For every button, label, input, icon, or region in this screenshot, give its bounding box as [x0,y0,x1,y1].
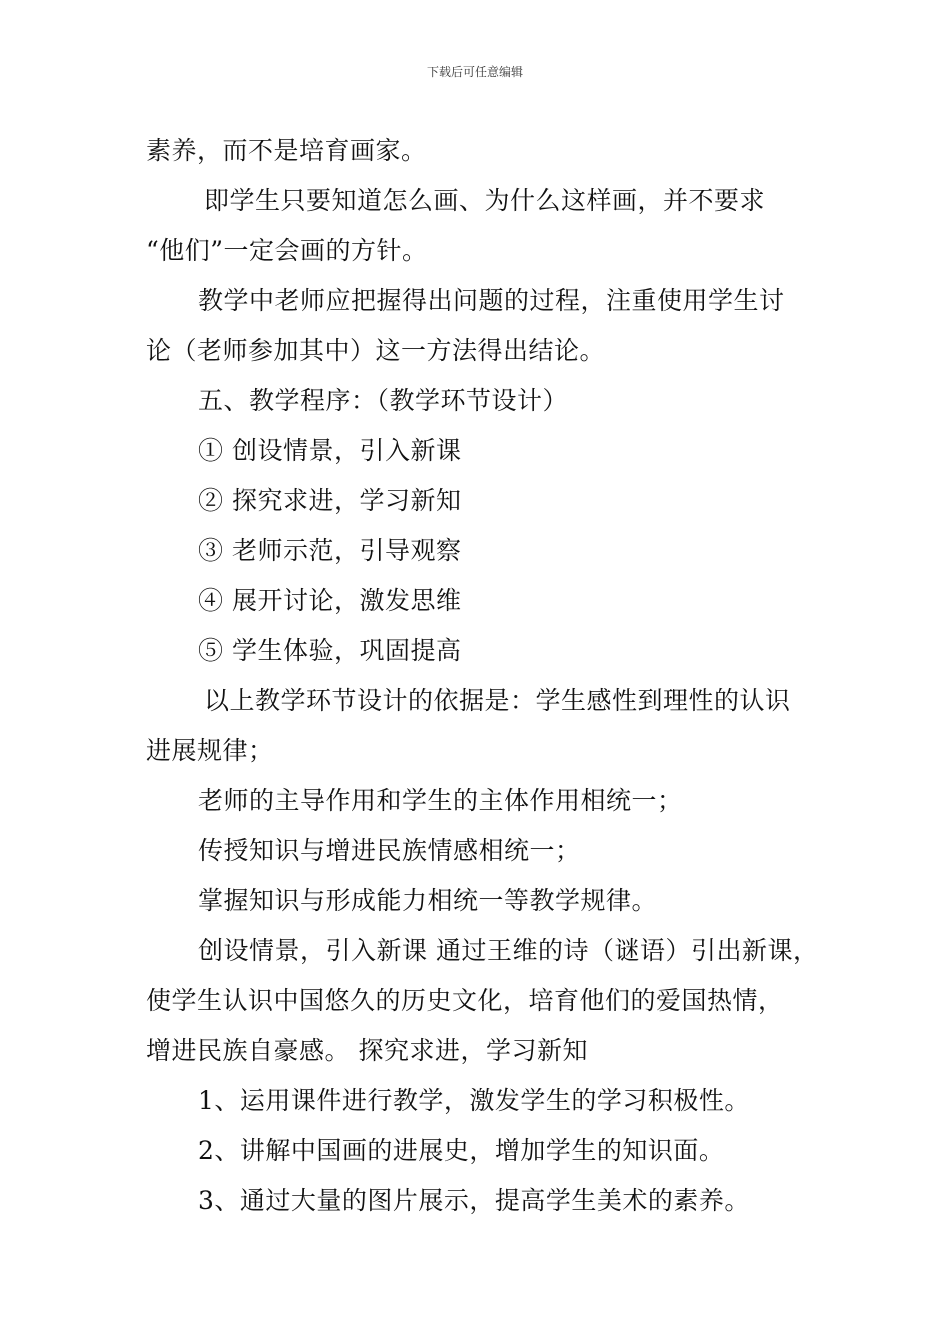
text-line: “他们”一定会画的方针。 [146,236,428,265]
list-item: 2、讲解中国画的进展史，增加学生的知识面。 [198,1136,725,1165]
text-line: 论（老师参加其中）这一方法得出结论。 [146,336,606,365]
text-line: 即学生只要知道怎么画、为什么这样画，并不要求 [204,186,766,215]
list-item: ① 创设情景，引入新课 [198,436,462,465]
text-line: 素养，而不是培育画家。 [146,136,427,165]
document-body [146,126,836,1226]
text-line: 进展规律； [146,736,274,765]
text-line: 使学生认识中国悠久的历史文化，培育他们的爱国热情， [146,986,784,1015]
list-item: ③ 老师示范，引导观察 [198,536,462,565]
page-header: 下载后可任意编辑 [426,65,523,79]
text-line: 增进民族自豪感。 探究求进，学习新知 [146,1036,588,1065]
list-item: ⑤ 学生体验，巩固提高 [198,636,462,665]
text-line: 传授知识与增进民族情感相统一； [198,836,581,865]
list-item: 3、通过大量的图片展示，提高学生美术的素养。 [198,1186,750,1215]
text-line: 掌握知识与形成能力相统一等教学规律。 [198,886,658,915]
text-line: 以上教学环节设计的依据是：学生感性到理性的认识 [204,686,791,715]
list-item: ② 探究求进，学习新知 [198,486,462,515]
section-heading: 五、教学程序：（教学环节设计） [198,386,569,415]
text-line: 老师的主导作用和学生的主体作用相统一； [198,786,683,815]
text-line: 教学中老师应把握得出问题的过程，注重使用学生讨 [198,286,785,315]
list-item: ④ 展开讨论，激发思维 [198,586,462,615]
text-line: 创设情景，引入新课 通过王维的诗（谜语）引出新课， [198,936,819,965]
list-item: 1、运用课件进行教学，激发学生的学习积极性。 [198,1086,750,1115]
